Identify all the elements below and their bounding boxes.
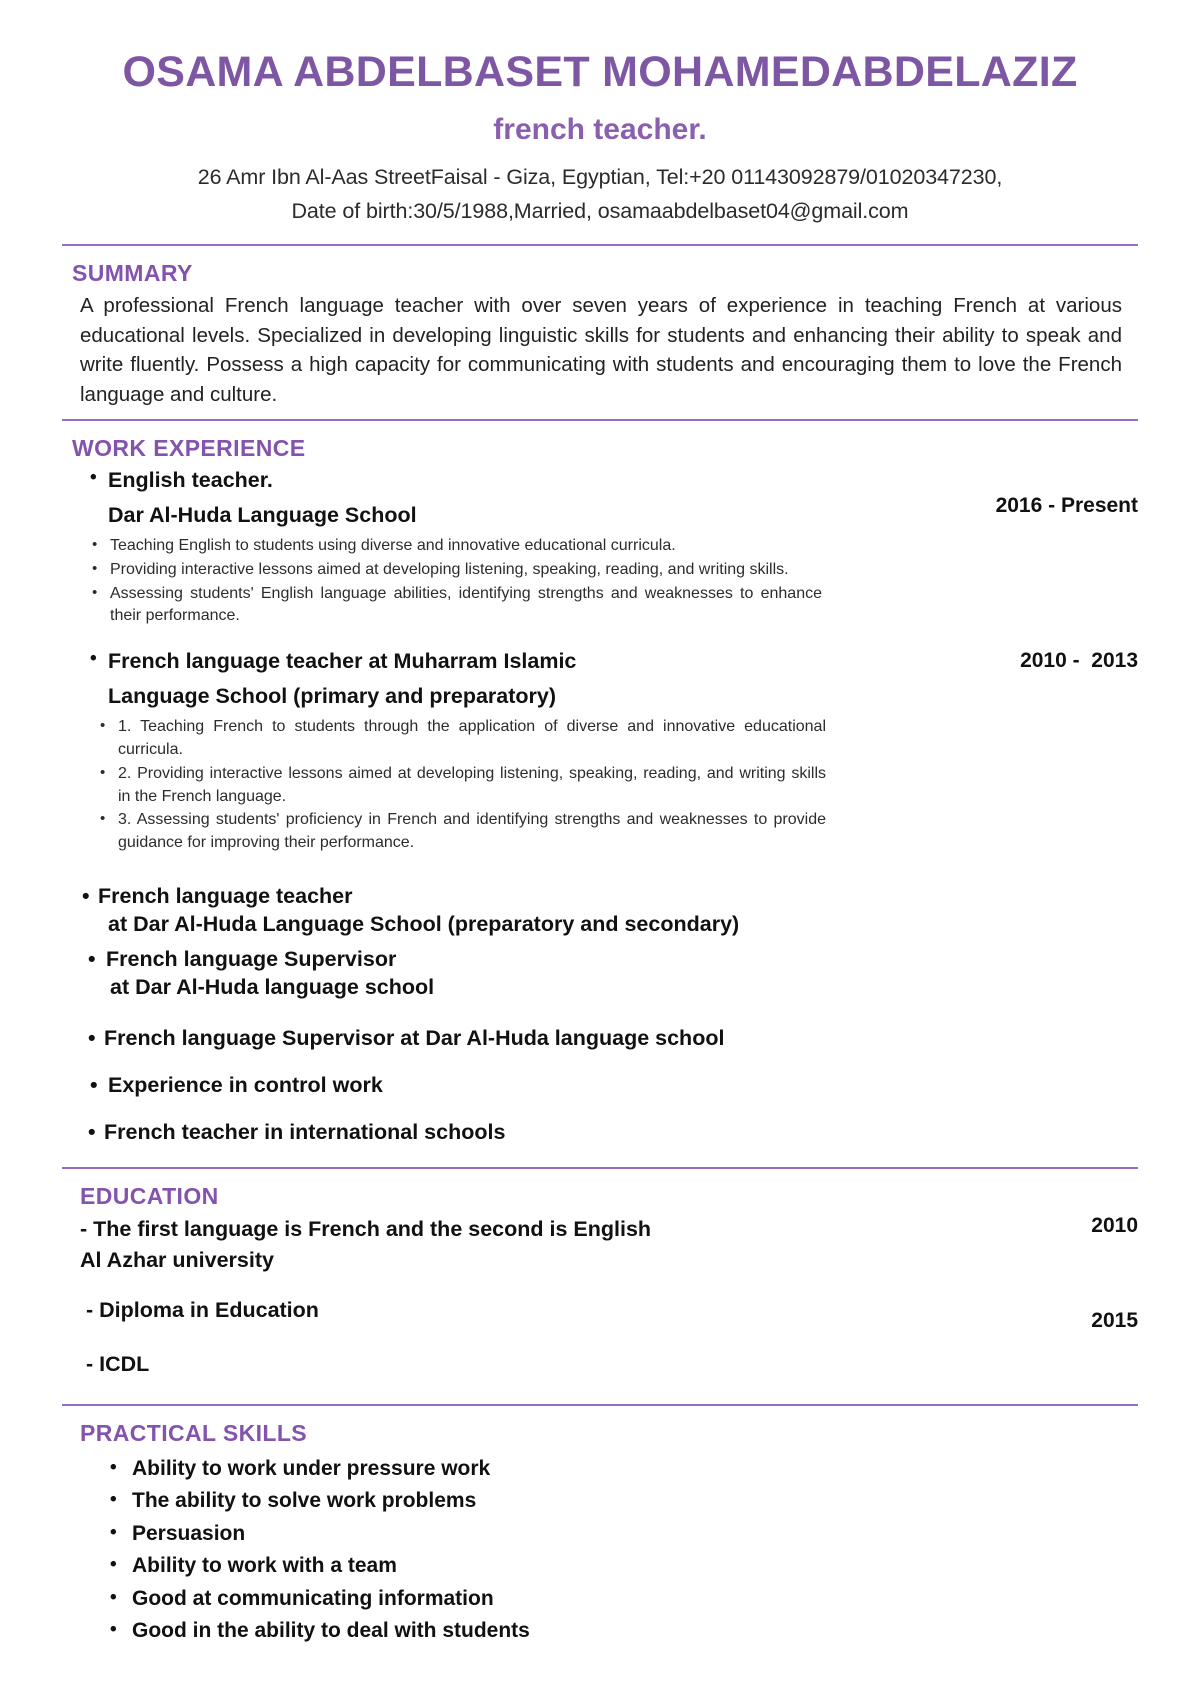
contact-info [62, 161, 1138, 228]
contact-line-birth-email: Date of birth:30/5/1988,Married, osamaabdelbaset04@gmail.com [291, 198, 909, 223]
education-entry-title: - Diploma in Education [86, 1298, 319, 1323]
work-simple-role [62, 1071, 1138, 1100]
divider-above-skills [62, 1404, 1138, 1406]
work-simple-role [62, 1118, 1138, 1147]
practical-skills-list [62, 1453, 1138, 1648]
education-entry-title: - The first language is French and the second is English [80, 1217, 652, 1242]
work-simple-role-label: French language Supervisor at Dar Al-Huda language school [104, 1026, 725, 1051]
education-entry-title: - ICDL [86, 1352, 150, 1377]
work-additional-role [62, 945, 1138, 1002]
bullet-icon: • [88, 1120, 96, 1145]
spacer [62, 629, 1138, 647]
work-additional-role-title: French language teacher [98, 883, 353, 908]
work-entry-date: 2010 - 2013 [1020, 649, 1138, 673]
list-item: • 1. Teaching French to students through the application of diverse and innovative educational curricula. [98, 716, 826, 761]
list-item: • Good in the ability to deal with students [110, 1615, 1138, 1648]
work-entry-date: 2016 - Present [995, 494, 1138, 518]
list-item: • Ability to work under pressure work [110, 1453, 1138, 1486]
list-item: • Providing interactive lessons aimed at developing listening, speaking, reading, and writing skills. [90, 559, 822, 582]
list-item: • 2. Providing interactive lessons aimed at developing listening, speaking, reading, and writing skills in the French language. [98, 763, 826, 808]
work-entry-organization: Dar Al-Huda Language School [108, 502, 417, 527]
list-item: • Teaching English to students using diverse and innovative educational curricula. [90, 535, 822, 558]
spacer [62, 856, 1138, 882]
work-entry-bullets [62, 716, 1138, 854]
education-entry-year: 2015 [1091, 1309, 1138, 1333]
section-heading-practical-skills: PRACTICAL SKILLS [80, 1419, 308, 1446]
summary-text: A professional French language teacher with over seven years of experience in teaching French at various educational levels. Specialized in developing linguistic skills for students and enhancing their ability to speak and write fluently. Possess a high capacity for communicating with students and encouraging them to love the French language and culture. [80, 294, 1122, 406]
education-entry [80, 1214, 1138, 1275]
education-entry [80, 1295, 1138, 1333]
list-item: • 3. Assessing students' proficiency in French and identifying strengths and weaknesses to provide guidance for improving their performance. [98, 809, 826, 854]
list-item: • Ability to work with a team [110, 1550, 1138, 1583]
section-heading-work-experience: WORK EXPERIENCE [72, 435, 306, 462]
list-item: • Persuasion [110, 1518, 1138, 1551]
work-entry-organization: Language School (primary and preparatory) [108, 683, 557, 708]
bullet-icon: • [82, 883, 90, 908]
divider-above-work-experience [62, 419, 1138, 421]
candidate-name: OSAMA ABDELBASET MOHAMEDABDELAZIZ [122, 48, 1078, 96]
work-simple-role-label: Experience in control work [108, 1073, 383, 1098]
section-heading-summary: SUMMARY [72, 260, 193, 287]
bullet-icon: • [88, 946, 96, 971]
work-entry-title: • French language teacher at Muharram Islamic [62, 647, 1000, 676]
work-additional-role [62, 882, 1138, 939]
work-additional-role-title: French language Supervisor [106, 946, 397, 971]
spacer [62, 1100, 1138, 1118]
bullet-icon: • [90, 1073, 98, 1098]
divider-above-summary [62, 244, 1138, 246]
education-entry-year: 2010 [1091, 1214, 1138, 1238]
spacer [62, 1053, 1138, 1071]
work-entry-bullets [62, 535, 1138, 628]
list-item: • Good at communicating information [110, 1583, 1138, 1616]
list-item: • Assessing students' English language abilities, identifying strengths and weaknesses to enhance their performance. [90, 583, 822, 628]
work-entry [62, 647, 1138, 855]
section-heading-education: EDUCATION [80, 1183, 219, 1210]
spacer [62, 1002, 1138, 1024]
divider-above-education [62, 1167, 1138, 1169]
list-item: • The ability to solve work problems [110, 1485, 1138, 1518]
bullet-icon: • [88, 1026, 96, 1051]
education-entry-institution: Al Azhar university [80, 1247, 274, 1272]
work-simple-role [62, 1024, 1138, 1053]
work-additional-role-detail: at Dar Al-Huda language school [110, 975, 435, 1000]
candidate-job-title: french teacher. [493, 113, 707, 147]
work-simple-role-label: French teacher in international schools [104, 1120, 506, 1145]
education-entry [80, 1349, 1138, 1380]
contact-line-address-phone: 26 Amr Ibn Al-Aas StreetFaisal - Giza, Egyptian, Tel:+20 01143092879/01020347230, [197, 165, 1003, 190]
work-entry [62, 466, 1138, 628]
work-entry-title: • English teacher. [62, 466, 976, 495]
work-additional-role-detail: at Dar Al-Huda Language School (preparatory and secondary) [108, 912, 740, 937]
